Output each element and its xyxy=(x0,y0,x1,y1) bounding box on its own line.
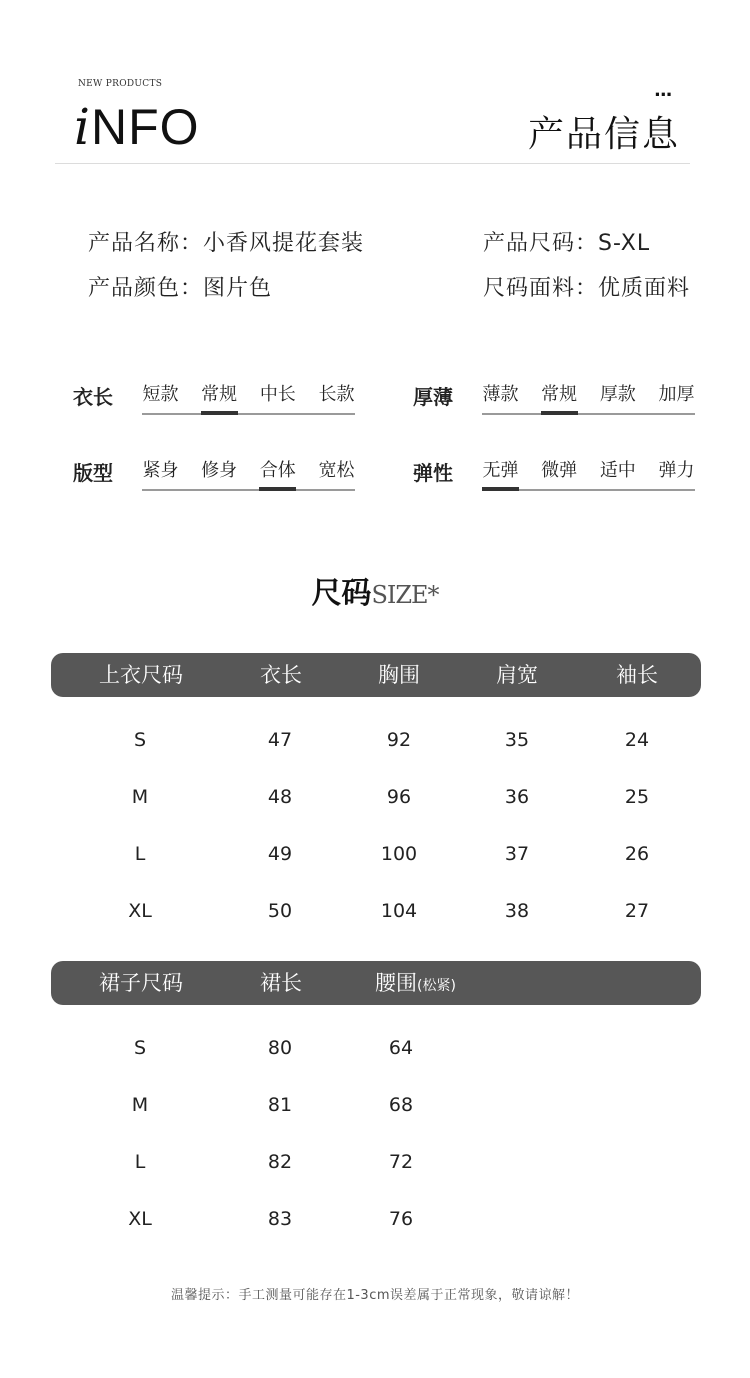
skirt-header-length: 裙长 xyxy=(260,971,302,995)
top-table-cell: 38 xyxy=(504,900,530,922)
top-table-cell: 25 xyxy=(624,786,650,808)
top-table-cell: 100 xyxy=(380,843,418,865)
skirt-table-row xyxy=(51,1094,701,1124)
attribute-option: 弹力 xyxy=(658,460,695,481)
top-table-cell: 96 xyxy=(386,786,412,808)
attribute-option: 适中 xyxy=(599,460,636,481)
skirt-table-cell: M xyxy=(131,1094,149,1116)
attribute-label: 衣长 xyxy=(73,385,113,409)
new-products-label: NEW PRODUCTS xyxy=(78,79,163,89)
skirt-header-waist-note: (松紧) xyxy=(417,978,456,994)
top-table-row xyxy=(51,900,701,930)
top-table-cell: S xyxy=(133,729,147,751)
top-table-row xyxy=(51,843,701,873)
top-table-cell: 24 xyxy=(624,729,650,751)
skirt-table-cell: 76 xyxy=(388,1208,414,1230)
attribute-option-selected: 常规 xyxy=(541,380,578,406)
attribute-option: 长款 xyxy=(318,384,355,405)
attribute-scale xyxy=(142,456,355,491)
attribute-option-selected: 无弹 xyxy=(482,456,519,482)
top-table-cell: 49 xyxy=(267,843,293,865)
top-table-cell: M xyxy=(131,786,149,808)
skirt-table-header xyxy=(51,961,701,1005)
skirt-table-cell: 82 xyxy=(267,1151,293,1173)
attribute-option: 宽松 xyxy=(318,460,355,481)
attribute-option: 修身 xyxy=(201,460,238,481)
info-logo-rest: NFO xyxy=(91,99,200,155)
attribute-option: 微弹 xyxy=(541,460,578,481)
top-header-shoulder: 肩宽 xyxy=(496,663,538,687)
top-table-cell: 36 xyxy=(504,786,530,808)
skirt-table-cell: 64 xyxy=(388,1037,414,1059)
top-table-cell: 26 xyxy=(624,843,650,865)
top-table-cell: 37 xyxy=(504,843,530,865)
info-logo-i: i xyxy=(74,98,91,156)
top-table-cell: 92 xyxy=(386,729,412,751)
top-table-row xyxy=(51,786,701,816)
skirt-header-waist xyxy=(375,961,515,1005)
skirt-table-cell: 68 xyxy=(388,1094,414,1116)
skirt-table-row xyxy=(51,1037,701,1067)
top-header-length: 衣长 xyxy=(260,663,302,687)
product-fabric: 尺码面料：优质面料 xyxy=(483,276,691,301)
top-table-cell: 27 xyxy=(624,900,650,922)
attribute-option: 厚款 xyxy=(599,384,636,405)
attribute-label: 弹性 xyxy=(413,461,453,485)
product-color: 产品颜色：图片色 xyxy=(88,276,273,301)
attribute-scale xyxy=(482,380,695,415)
skirt-table-cell: XL xyxy=(128,1208,152,1230)
size-title xyxy=(0,568,750,612)
skirt-table-cell: 80 xyxy=(267,1037,293,1059)
skirt-header-size: 裙子尺码 xyxy=(99,971,183,995)
attribute-scale xyxy=(482,456,695,491)
top-table-cell: 50 xyxy=(267,900,293,922)
skirt-header-waist-label: 腰围 xyxy=(375,971,417,995)
info-logo xyxy=(74,97,200,157)
page-title: 产品信息 xyxy=(528,114,681,155)
top-table-cell: 35 xyxy=(504,729,530,751)
attribute-option: 短款 xyxy=(142,384,179,405)
size-title-cn: 尺码 xyxy=(311,576,372,611)
skirt-table-cell: L xyxy=(134,1151,146,1173)
top-header-sleeve: 袖长 xyxy=(616,663,658,687)
top-header-size: 上衣尺码 xyxy=(99,663,183,687)
skirt-table-cell: 72 xyxy=(388,1151,414,1173)
attribute-option: 中长 xyxy=(259,384,296,405)
skirt-table-cell: 81 xyxy=(267,1094,293,1116)
header-divider xyxy=(55,163,690,164)
skirt-table-row xyxy=(51,1151,701,1181)
skirt-table-cell: 83 xyxy=(267,1208,293,1230)
top-table-header xyxy=(51,653,701,697)
top-table-cell: L xyxy=(134,843,146,865)
footnote: 温馨提示：手工测量可能存在1-3cm误差属于正常现象，敬请谅解！ xyxy=(170,1288,580,1303)
size-title-en: SIZE* xyxy=(371,581,439,609)
top-table-cell: 47 xyxy=(267,729,293,751)
skirt-table-row xyxy=(51,1208,701,1238)
skirt-table-cell: S xyxy=(133,1037,147,1059)
top-table-cell: 104 xyxy=(380,900,418,922)
top-table-row xyxy=(51,729,701,759)
product-name: 产品名称：小香风提花套装 xyxy=(88,231,365,256)
top-table-cell: XL xyxy=(128,900,152,922)
attribute-option-selected: 常规 xyxy=(201,380,238,406)
top-header-chest: 胸围 xyxy=(378,663,420,687)
top-table-cell: 48 xyxy=(267,786,293,808)
more-dots-icon: ... xyxy=(654,80,672,101)
attribute-option: 紧身 xyxy=(142,460,179,481)
product-size: 产品尺码：S-XL xyxy=(483,231,651,256)
attribute-option: 薄款 xyxy=(482,384,519,405)
attribute-label: 厚薄 xyxy=(413,385,453,409)
attribute-label: 版型 xyxy=(73,461,113,485)
attribute-scale xyxy=(142,380,355,415)
attribute-option: 加厚 xyxy=(658,384,695,405)
attribute-option-selected: 合体 xyxy=(259,456,296,482)
